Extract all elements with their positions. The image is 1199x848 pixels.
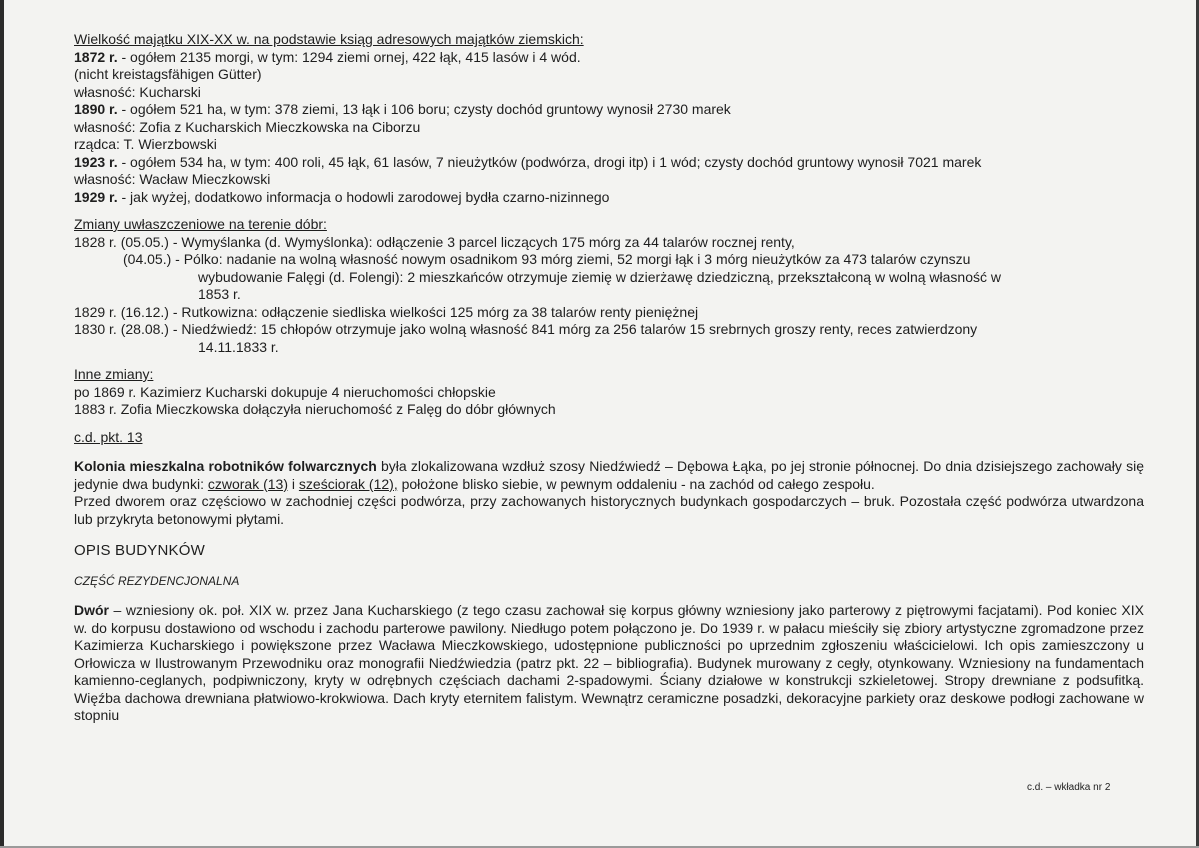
wielkosc-line-1923: 1923 r. - ogółem 534 ha, w tym: 400 roli, 45 łąk, 61 lasów, 7 nieużytków (podwórza, drogi itp) i 1 wód; czysty dochód gruntowy wynosił 7021 marek bbox=[74, 153, 982, 170]
scan-edge-left bbox=[0, 0, 4, 848]
wielkosc-line-owner: własność: Kucharski bbox=[74, 83, 201, 100]
zmiany-line: wybudowanie Falęgi (d. Folengi): 2 mieszkańców otrzymuje ziemię w dzierżawę dziedziczną, przekształconą w wolną własność w bbox=[198, 268, 1002, 285]
wielkosc-line-owner: własność: Wacław Mieczkowski bbox=[74, 171, 271, 187]
bruk-paragraph: Przed dworem oraz częściowo w zachodniej części podwórza, przy zachowanych historycznych budynkach gospodarczych – bruk. Pozostała część podwórza utwardzona lub przykryta betonowymi płytami. bbox=[74, 493, 1144, 527]
zmiany-line: 1829 r. (16.12.) - Rutkowizna: odłączenie siedliska wielkości 125 mórg za 38 talarów renty pieniężnej bbox=[74, 303, 699, 320]
wielkosc-line-1872: 1872 r. - ogółem 2135 morgi, w tym: 1294 ziemi ornej, 422 łąk, 415 lasów i 4 wód. bbox=[74, 48, 581, 65]
czesc-heading: CZĘŚĆ REZYDENCJONALNA bbox=[74, 573, 240, 588]
wielkosc-line-1929: 1929 r. - jak wyżej, dodatkowo informacja o hodowli zarodowej bydła czarno-nizinnego bbox=[74, 188, 610, 205]
document-body bbox=[74, 31, 1144, 725]
szesciorak-link[interactable]: sześciorak (12), bbox=[298, 475, 398, 492]
footer-note: c.d. – wkładka nr 2 bbox=[1027, 782, 1111, 793]
section-heading-inne: Inne zmiany: bbox=[74, 366, 154, 382]
continuation-ref: c.d. pkt. 13 bbox=[74, 428, 143, 445]
opis-heading: OPIS BUDYNKÓW bbox=[74, 542, 205, 559]
wielkosc-line-note: (nicht kreistagsfähigen Gütter) bbox=[74, 66, 262, 82]
dwor-paragraph: Dwór – wzniesiony ok. poł. XIX w. przez Jana Kucharskiego (z tego czasu zachował się korpus główny wzniesiony jako parterowy z piętrowymi facjatami). Pod koniec XIX w. do korpusu dostawiono od wschodu i zachodu parterowe pawilony. Niedługo potem połączono je. Do 1939 r. w pałacu mieściły się zbiory artystyczne zgromadzone przez Kazimierza Kucharskiego i powiększone przez Wacława Mieczkowskiego, udostępnione publiczności po uprzednim zgłoszeniu właścicielowi. Ich opis zamieszczony u Orłowicza w Ilustrowanym Przewodniku oraz monografii Niedźwiedzia (patrz pkt. 22 – bibliografia). Budynek murowany z cegły, otynkowany. Wzniesiony na fundamentach kamienno-ceglanych, podpiwniczony, kryty w odrębnych częściach dachami 2-spadowymi. Ściany działowe w konstrukcji szkieletowej. Stropy drewniane z podsufitką. Więźba dachowa drewniana płatwiowo-krokwiowa. Dach kryty eternitem falistym. Wewnątrz ceramiczne posadzki, dekoracyjne parkiety oraz deskowe podłogi zachowane w stopniu bbox=[74, 602, 1144, 723]
zmiany-line: 1830 r. (28.08.) - Niedźwiedź: 15 chłopów otrzymuje jako wolną własność 841 mórg za 256 talarów 15 srebrnych groszy renty, reces zatwierdzony bbox=[74, 321, 978, 337]
wielkosc-list bbox=[74, 49, 1144, 207]
inne-line: 1883 r. Zofia Mieczkowska dołączyła nieruchomość z Falęg do dóbr głównych bbox=[74, 401, 556, 417]
zmiany-line: 14.11.1833 r. bbox=[198, 338, 279, 355]
zmiany-line: 1853 r. bbox=[198, 286, 241, 302]
kolonia-title: Kolonia mieszkalna robotników folwarcznych bbox=[74, 458, 377, 474]
zmiany-line: (04.05.) - Pólko: nadanie na wolną własność nowym osadnikom 93 mórg ziemi, 52 morgi łąk i 3 mórg nieużytków za 473 talarów czynszu bbox=[123, 251, 971, 267]
dwor-title: Dwór bbox=[74, 602, 109, 618]
kolonia-paragraph: Kolonia mieszkalna robotników folwarcznych była zlokalizowana wzdłuż szosy Niedźwiedź – Dębowa Łąka, po jej stronie północnej. Do dnia dzisiejszego zachowały się jedynie dwa budynki: czworak (13) i sześciorak (12), położone blisko siebie, w pewnym oddaleniu - na zachód od całego zespołu. bbox=[74, 458, 1144, 492]
czworak-link[interactable]: czworak (13) bbox=[207, 475, 289, 492]
wielkosc-line-owner: własność: Zofia z Kucharskich Mieczkowska na Ciborzu bbox=[74, 118, 421, 135]
section-heading-wielkosc: Wielkość majątku XIX-XX w. na podstawie ksiąg adresowych majątków ziemskich: bbox=[74, 31, 584, 47]
wielkosc-line-steward: rządca: T. Wierzbowski bbox=[74, 136, 217, 152]
inne-line: po 1869 r. Kazimierz Kucharski dokupuje 4 nieruchomości chłopskie bbox=[74, 383, 496, 400]
zmiany-line: 1828 r. (05.05.) - Wymyślanka (d. Wymyślonka): odłączenie 3 parcel liczących 175 mórg za 44 talarów rocznej renty, bbox=[74, 233, 795, 250]
section-heading-zmiany: Zmiany uwłaszczeniowe na terenie dóbr: bbox=[74, 216, 327, 232]
wielkosc-line-1890: 1890 r. - ogółem 521 ha, w tym: 378 ziemi, 13 łąk i 106 boru; czysty dochód gruntowy wynosił 2730 marek bbox=[74, 101, 731, 117]
